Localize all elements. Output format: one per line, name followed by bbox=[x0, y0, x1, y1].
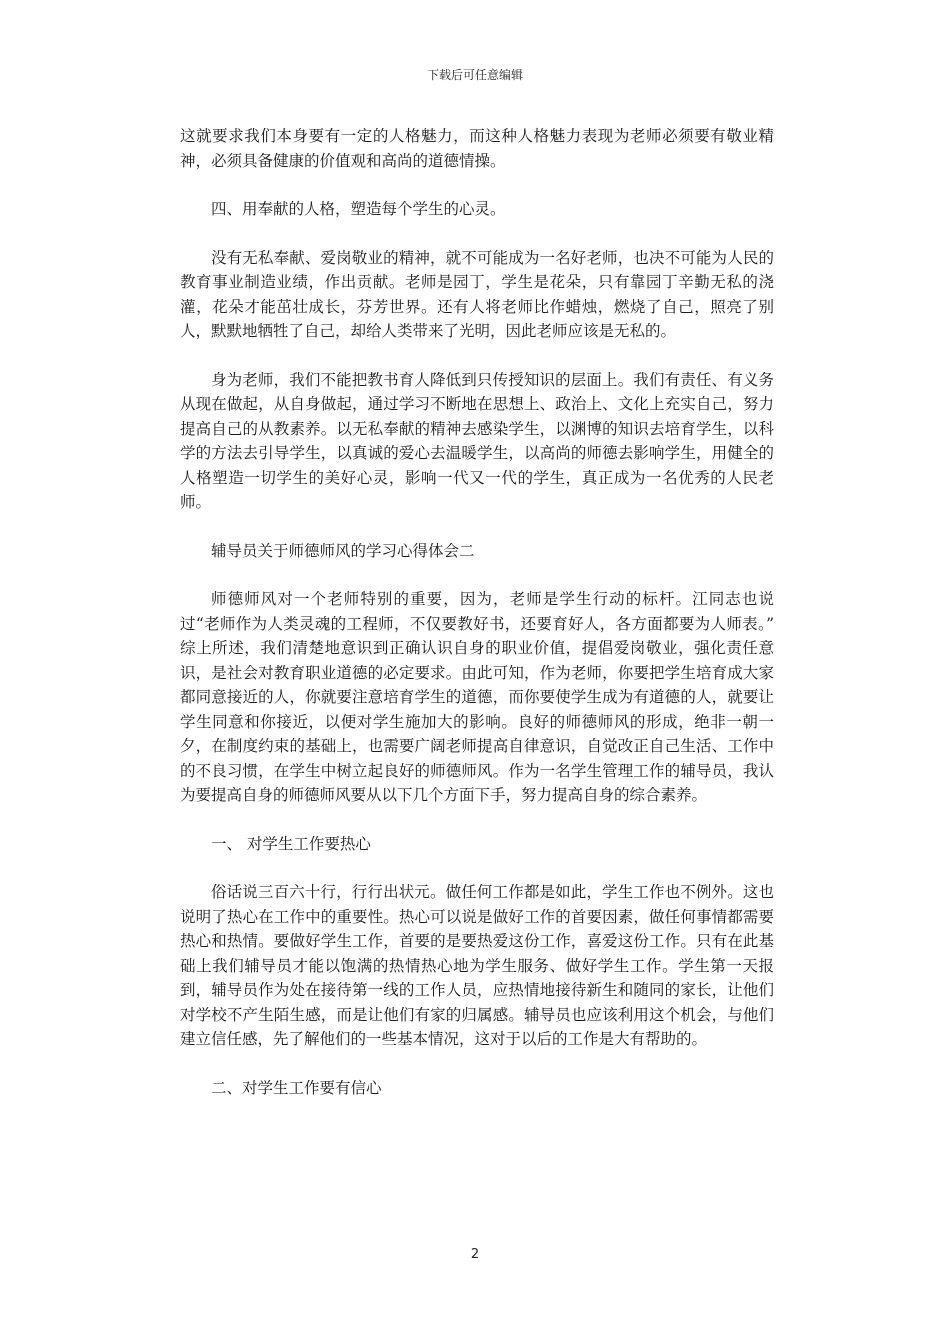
page-number: 2 bbox=[470, 1247, 480, 1262]
section-heading-4: 四、用奉献的人格，塑造每个学生的心灵。 bbox=[211, 200, 506, 218]
page-header: 下载后可任意编辑 bbox=[426, 68, 523, 82]
section-heading-1: 一、 对学生工作要热心 bbox=[211, 834, 371, 853]
paragraph-2: 没有无私奉献、爱岗敬业的精神，就不可能成为一名好老师，也决不可能为人民的教育事业制造业绩，作出贡献。老师是园丁，学生是花朵，只有靠园丁辛勤无私的浇灌，花朵才能茁壮成长，芬芳世界。还有人将老师比作蜡烛，燃烧了自己，照亮了别人，默默地牺牲了自己，却给人类带来了光明，因此老师应该是无私的。 bbox=[180, 248, 774, 340]
paragraph-1: 这就要求我们本身要有一定的人格魅力，而这种人格魅力表现为老师必须要有敬业精神，必须具备健康的价值观和高尚的道德情操。 bbox=[180, 127, 774, 170]
paragraph-4: 师德师风对一个老师特别的重要，因为，老师是学生行动的标杆。江同志也说过“老师作为人类灵魂的工程师，不仅要教好书，还要育好人，各方面都要为人师表。” 综上所述，我们清楚地意识到正确认识自身的职业价值，提倡爱岗敬业，强化责任意识，是社会对教育职业道德的必定要求。由此可知，作为老师，你要把学生培育成大家都同意接近的人，你就要注意培育学生的道德，而你要使学生成为有道德的人，就要让学生同意和你接近，以便对学生施加大的影响。良好的师德师风的形成，绝非一朝一夕，在制度约束的基础上，也需要广阔老师提高自律意识，自觉改正自己生活、工作中的不良习惯，在学生中树立起良好的师德师风。作为一名学生管理工作的辅导员，我认为要提高自身的师德师风要从以下几个方面下手，努力提高自身的综合素养。 bbox=[180, 590, 774, 804]
article-title-2: 辅导员关于师德师风的学习心得体会二 bbox=[211, 541, 475, 560]
paragraph-5: 俗话说三百六十行，行行出状元。做任何工作都是如此，学生工作也不例外。这也说明了热心在工作中的重要性。热心可以说是做好工作的首要因素，做任何事情都需要热心和热情。要做好学生工作，首要的是要热爱这份工作，喜爱这份工作。只有在此基础上我们辅导员才能以饱满的热情热心地为学生服务、做好学生工作。学生第一天报到，辅导员作为处在接待第一线的工作人员，应热情地接待新生和随同的家长，让他们对学校不产生陌生感，而是让他们有家的归属感。辅导员也应该利用这个机会，与他们建立信任感，先了解他们的一些基本情况，这对于以后的工作是大有帮助的。 bbox=[180, 883, 774, 1048]
section-heading-2: 二、对学生工作要有信心 bbox=[211, 1078, 382, 1097]
document-body bbox=[180, 124, 774, 1124]
paragraph-3: 身为老师，我们不能把教书育人降低到只传授知识的层面上。我们有责任、有义务从现在做起，从自身做起，通过学习不断地在思想上、政治上、文化上充实自己，努力提高自己的从教素养。以无私奉献的精神去感染学生，以渊博的知识去培育学生，以科学的方法去引导学生，以真诚的爱心去温暖学生，以高尚的师德去影响学生，用健全的人格塑造一切学生的美好心灵，影响一代又一代的学生，真正成为一名优秀的人民老师。 bbox=[180, 370, 774, 511]
